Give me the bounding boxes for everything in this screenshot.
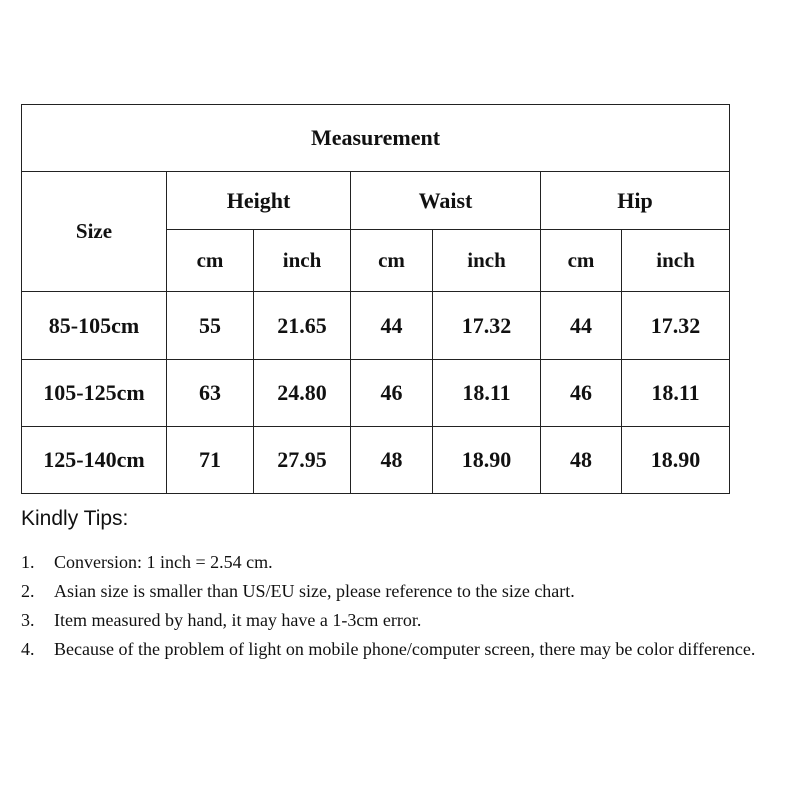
table-cell: 21.65 [254,292,351,359]
unit-header: inch [433,230,541,292]
tip-number: 1. [21,552,35,572]
table-cell: 48 [351,426,433,493]
table-cell: 44 [351,292,433,359]
unit-header: inch [254,230,351,292]
table-cell: 63 [167,359,254,426]
size-header: Size [22,172,167,292]
table-cell: 18.11 [433,359,541,426]
tip-item [21,577,800,606]
size-chart-table [21,104,730,494]
table-cell: 18.90 [433,426,541,493]
tips-title: Kindly Tips: [21,507,129,530]
table-cell: 46 [541,359,622,426]
unit-header: inch [622,230,730,292]
table-cell: 44 [541,292,622,359]
tip-item [21,548,800,577]
tip-number: 3. [21,610,35,630]
tips-list [21,548,800,664]
table-title: Measurement [22,105,730,172]
tip-item [21,606,800,635]
table-cell: 17.32 [433,292,541,359]
table-row [22,292,730,359]
group-header-height: Height [167,172,351,230]
table-cell: 17.32 [622,292,730,359]
tip-item [21,635,800,664]
tip-text: Asian size is smaller than US/EU size, please reference to the size chart. [54,581,575,601]
tip-text: Item measured by hand, it may have a 1-3cm error. [54,610,422,630]
table-cell: 27.95 [254,426,351,493]
tip-number: 2. [21,581,35,601]
table-row [22,426,730,493]
size-cell: 105-125cm [22,359,167,426]
unit-header: cm [167,230,254,292]
table-cell: 18.11 [622,359,730,426]
table-cell: 46 [351,359,433,426]
table-cell: 48 [541,426,622,493]
tip-number: 4. [21,639,35,659]
group-header-waist: Waist [351,172,541,230]
table-row [22,359,730,426]
unit-header: cm [351,230,433,292]
size-cell: 85-105cm [22,292,167,359]
unit-header: cm [541,230,622,292]
tip-text: Conversion: 1 inch = 2.54 cm. [54,552,273,572]
tip-text: Because of the problem of light on mobile phone/computer screen, there may be color difference. [54,639,756,659]
size-cell: 125-140cm [22,426,167,493]
table-cell: 55 [167,292,254,359]
group-header-hip: Hip [541,172,730,230]
table-cell: 71 [167,426,254,493]
table-cell: 24.80 [254,359,351,426]
table-cell: 18.90 [622,426,730,493]
